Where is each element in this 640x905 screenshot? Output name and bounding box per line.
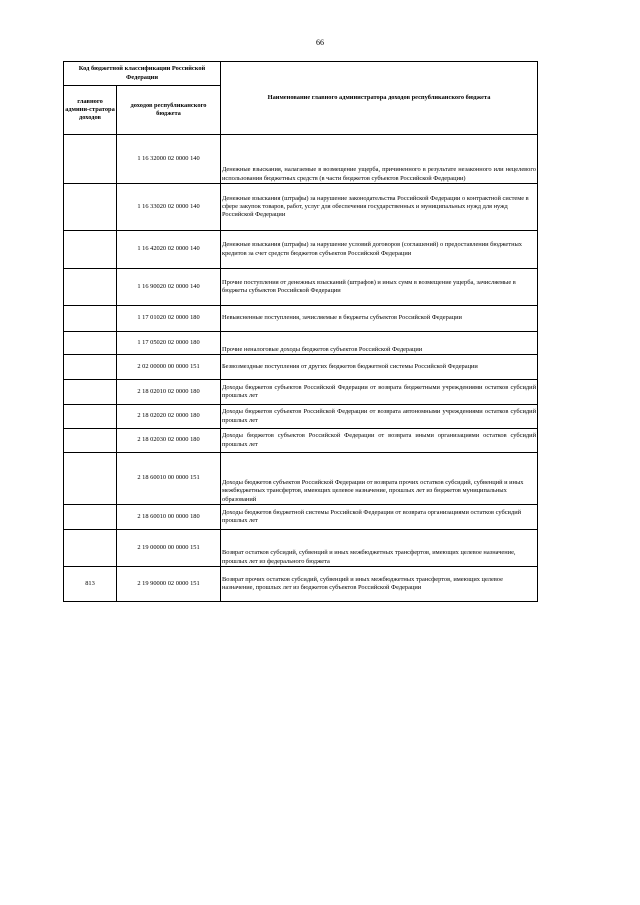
- page-number: 66: [316, 38, 324, 47]
- admin-code: [64, 405, 117, 429]
- income-name: Денежные взыскания, налагаемые в возмещение ущерба, причиненного в результате незаконного или нецелевого использования бюджетных средств (в части бюджетов субъектов Российской Федерации): [221, 135, 538, 184]
- income-code: 1 16 33020 02 0000 140: [117, 184, 221, 231]
- income-name: Прочие поступления от денежных взысканий (штрафов) и иных сумм в возмещение ущерба, зачисляемые в бюджеты субъектов Российской Федерации: [221, 269, 538, 306]
- income-code: 2 19 90000 02 0000 151: [117, 567, 221, 602]
- income-code: 1 16 42020 02 0000 140: [117, 231, 221, 269]
- income-name: Безвозмездные поступления от других бюджетов бюджетной системы Российской Федерации: [221, 355, 538, 380]
- income-name: Доходы бюджетов бюджетной системы Российской Федерации от возврата организациями остатков субсидий прошлых лет: [221, 505, 538, 530]
- income-name: Доходы бюджетов субъектов Российской Федерации от возврата прочих остатков субсидий, субвенций и иных межбюджетных трансфертов, имеющих целевое назначение, прошлых лет из бюджетов муниципальных образований: [221, 453, 538, 505]
- table-row: [64, 380, 538, 405]
- table-row: [64, 405, 538, 429]
- income-name: Возврат прочих остатков субсидий, субвенций и иных межбюджетных трансфертов, имеющих целевое назначение, прошлых лет из бюджетов субъектов Российской Федерации: [221, 567, 538, 602]
- admin-code: [64, 306, 117, 332]
- income-name: Доходы бюджетов субъектов Российской Федерации от возврата бюджетными учреждениями остатков субсидий прошлых лет: [221, 380, 538, 405]
- table-row: [64, 453, 538, 505]
- income-code: 1 17 01020 02 0000 180: [117, 306, 221, 332]
- income-code: 2 18 60010 00 0000 180: [117, 505, 221, 530]
- income-code: 1 17 05020 02 0000 180: [117, 332, 221, 355]
- income-code: 2 19 00000 00 0000 151: [117, 530, 221, 567]
- table-row: [64, 306, 538, 332]
- income-name: Невыясненные поступления, зачисляемые в бюджеты субъектов Российской Федерации: [221, 306, 538, 332]
- income-name: Доходы бюджетов субъектов Российской Федерации от возврата автономными учреждениями остатков субсидий прошлых лет: [221, 405, 538, 429]
- table-row: [64, 505, 538, 530]
- table-row: [64, 355, 538, 380]
- budget-classification-table: [63, 61, 538, 602]
- admin-code: [64, 530, 117, 567]
- header-name: Наименование главного администратора доходов республиканского бюджета: [221, 62, 538, 135]
- admin-code: 813: [64, 567, 117, 602]
- admin-code: [64, 332, 117, 355]
- income-code: 2 18 02020 02 0000 180: [117, 405, 221, 429]
- income-name: Возврат остатков субсидий, субвенций и иных межбюджетных трансфертов, имеющих целевое назначение, прошлых лет из федерального бюджета: [221, 530, 538, 567]
- table-row: [64, 269, 538, 306]
- income-code: 2 18 60010 00 0000 151: [117, 453, 221, 505]
- admin-code: [64, 184, 117, 231]
- header-group: Код бюджетной классификации Российской Федерации: [64, 62, 221, 86]
- admin-code: [64, 135, 117, 184]
- header-income: доходов республиканского бюджета: [117, 86, 221, 135]
- table-row: [64, 184, 538, 231]
- header-admin: главного админи-стратора доходов: [64, 86, 117, 135]
- table-row: [64, 231, 538, 269]
- income-code: 2 02 00000 00 0000 151: [117, 355, 221, 380]
- admin-code: [64, 429, 117, 453]
- income-code: 1 16 32000 02 0000 140: [117, 135, 221, 184]
- admin-code: [64, 355, 117, 380]
- admin-code: [64, 231, 117, 269]
- income-code: 2 18 02010 02 0000 180: [117, 380, 221, 405]
- header-row: [64, 62, 538, 86]
- admin-code: [64, 380, 117, 405]
- table-row: [64, 567, 538, 602]
- income-name: Денежные взыскания (штрафы) за нарушение условий договоров (соглашений) о предоставлении бюджетных кредитов за счет средств бюджетов субъектов Российской Федерации: [221, 231, 538, 269]
- table-row: [64, 429, 538, 453]
- table-row: [64, 332, 538, 355]
- income-code: 2 18 02030 02 0000 180: [117, 429, 221, 453]
- admin-code: [64, 505, 117, 530]
- income-name: Прочие неналоговые доходы бюджетов субъектов Российской Федерации: [221, 332, 538, 355]
- income-name: Доходы бюджетов субъектов Российской Федерации от возврата иными организациями остатков субсидий прошлых лет: [221, 429, 538, 453]
- table-row: [64, 530, 538, 567]
- admin-code: [64, 453, 117, 505]
- income-code: 1 16 90020 02 0000 140: [117, 269, 221, 306]
- table-row: [64, 135, 538, 184]
- income-name: Денежные взыскания (штрафы) за нарушение законодательства Российской Федерации о контрактной системе в сфере закупок товаров, работ, услуг для обеспечения государственных и муниципальных нужд для нужд Российской Федерации: [221, 184, 538, 231]
- admin-code: [64, 269, 117, 306]
